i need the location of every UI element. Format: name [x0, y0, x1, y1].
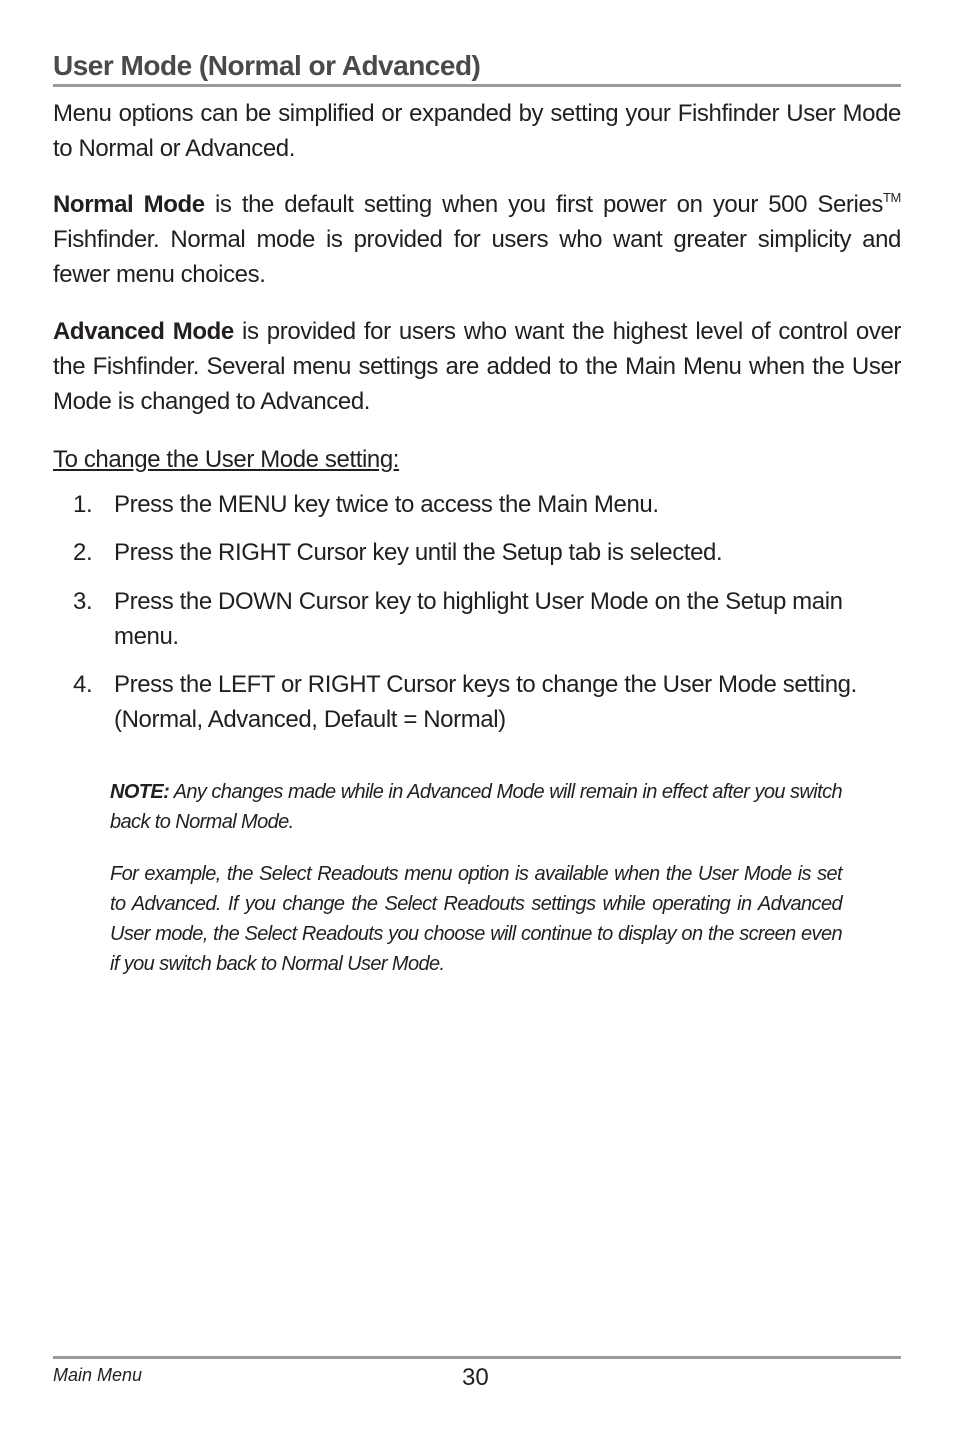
step-text: Press the DOWN Cursor key to highlight User Mode on the Setup main menu. — [114, 588, 843, 650]
footer-divider — [53, 1356, 901, 1359]
procedure-title: To change the User Mode setting: — [53, 446, 400, 473]
intro-paragraph: Menu options can be simplified or expanded by setting your Fishfinder User Mode to Normal or Advanced. — [53, 100, 901, 162]
step-number: 4. — [73, 671, 93, 698]
note-label: NOTE: — [110, 781, 170, 803]
normal-mode-term: Normal Mode — [53, 191, 205, 218]
heading-divider — [53, 84, 901, 87]
section-heading: User Mode (Normal or Advanced) — [53, 50, 481, 81]
note-paragraph — [110, 777, 842, 837]
advanced-mode-paragraph — [53, 314, 901, 419]
step-number: 3. — [73, 588, 93, 615]
step-number: 1. — [73, 491, 93, 518]
note-example: For example, the Select Readouts menu option is available when the User Mode is set to Advanced. If you change the Select Readouts settings while operating in Advanced User mode, the Select Readouts you choose will continue to display on the screen even if you switch back to Normal User Mode. — [110, 863, 842, 975]
normal-mode-text-1: is the default setting when you first power on your 500 Series — [204, 191, 884, 218]
step-text: Press the MENU key twice to access the Main Menu. — [114, 491, 659, 518]
advanced-mode-text: is provided for users who want the highest level of control over the Fishfinder. Several menu settings are added to the Main Menu when the User Mode is changed to Advanced. — [53, 318, 901, 415]
normal-mode-text-2: Fishfinder. Normal mode is provided for users who want greater simplicity and fewer menu choices. — [53, 226, 901, 288]
step-number: 2. — [73, 539, 93, 566]
normal-mode-paragraph — [53, 187, 901, 292]
advanced-mode-term: Advanced Mode — [53, 318, 234, 345]
trademark-mark: TM — [883, 190, 901, 205]
note-text: Any changes made while in Advanced Mode will remain in effect after you switch back to Normal Mode. — [110, 781, 842, 833]
page-number: 30 — [462, 1364, 489, 1391]
step-text: Press the LEFT or RIGHT Cursor keys to change the User Mode setting. (Normal, Advanced, Default = Normal) — [114, 671, 857, 733]
step-text: Press the RIGHT Cursor key until the Setup tab is selected. — [114, 539, 723, 566]
footer-section-name: Main Menu — [53, 1365, 143, 1385]
